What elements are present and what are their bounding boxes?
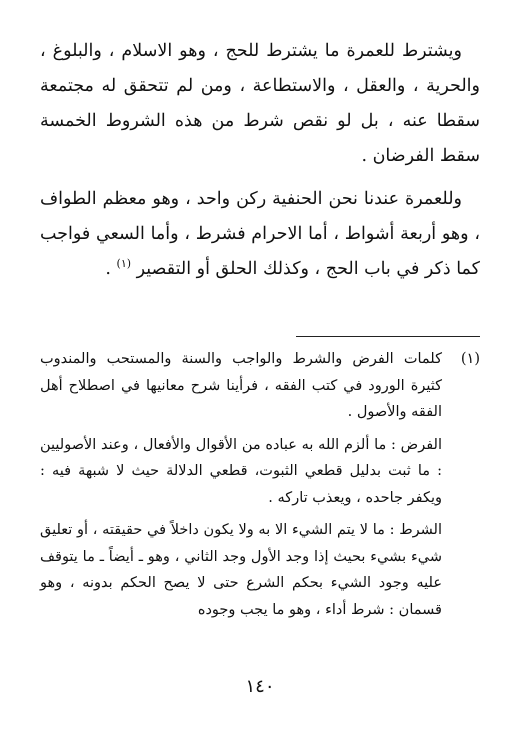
- main-paragraph: [40, 182, 480, 287]
- main-paragraph-text: وللعمرة عندنا نحن الحنفية ركن واحد ، وهو معظم الطواف ، وهو أربعة أشواط ، أما الاحرام فشرط ، وأما السعي فواجب كما ذكر في باب الحج ، وكذلك الحلق أو التقصير: [40, 189, 480, 279]
- page-number: ١٤٠: [245, 676, 275, 697]
- footnote-paragraph: الشرط : ما لا يتم الشيء الا به ولا يكون داخلاً في حقيقته ، أو تعليق شيء بشيء بحيث إذا وجد الأول وجد الثاني ، وهو ـ أيضاً ـ ما يتوقف عليه وجود الشيء بحكم الشرع حتى لا يصح الحكم بدونه ، وهو قسمان : شرط أداء ، وهو ما يجب وجوده: [40, 522, 442, 618]
- main-paragraph: [40, 34, 480, 174]
- footnotes-section: [40, 346, 480, 629]
- footnote-number: (١): [460, 351, 480, 367]
- footnote-reference: (١): [116, 257, 132, 271]
- footnote-paragraph: الفرض : ما ألزم الله به عباده من الأقوال والأفعال ، وعند الأصوليين : ما ثبت بدليل قطعي الثبوت، قطعي الدلالة حيث لا شبهة فيه : ويكفر جاحده ، ويعذب تاركه .: [40, 436, 442, 506]
- footnote-entry: [40, 346, 480, 629]
- main-text: [40, 34, 480, 295]
- footnote-separator: [296, 336, 480, 337]
- footnote-body: [40, 346, 442, 629]
- main-paragraph-text: ويشترط للعمرة ما يشترط للحج ، وهو الاسلام ، والبلوغ ، والحرية ، والعقل ، والاستطاعة ، ومن لم تتحقق له مجتمعة سقطا عنه ، بل لو نقص شرط من هذه الشروط الخمسة سقط الفرضان .: [40, 41, 480, 166]
- main-paragraph-end: .: [105, 259, 117, 279]
- footnote-paragraph: كلمات الفرض والشرط والواجب والسنة والمستحب والمندوب كثيرة الورود في كتب الفقه ، فرأينا شرح معانيها في اصطلاح أهل الفقه والأصول .: [40, 351, 442, 420]
